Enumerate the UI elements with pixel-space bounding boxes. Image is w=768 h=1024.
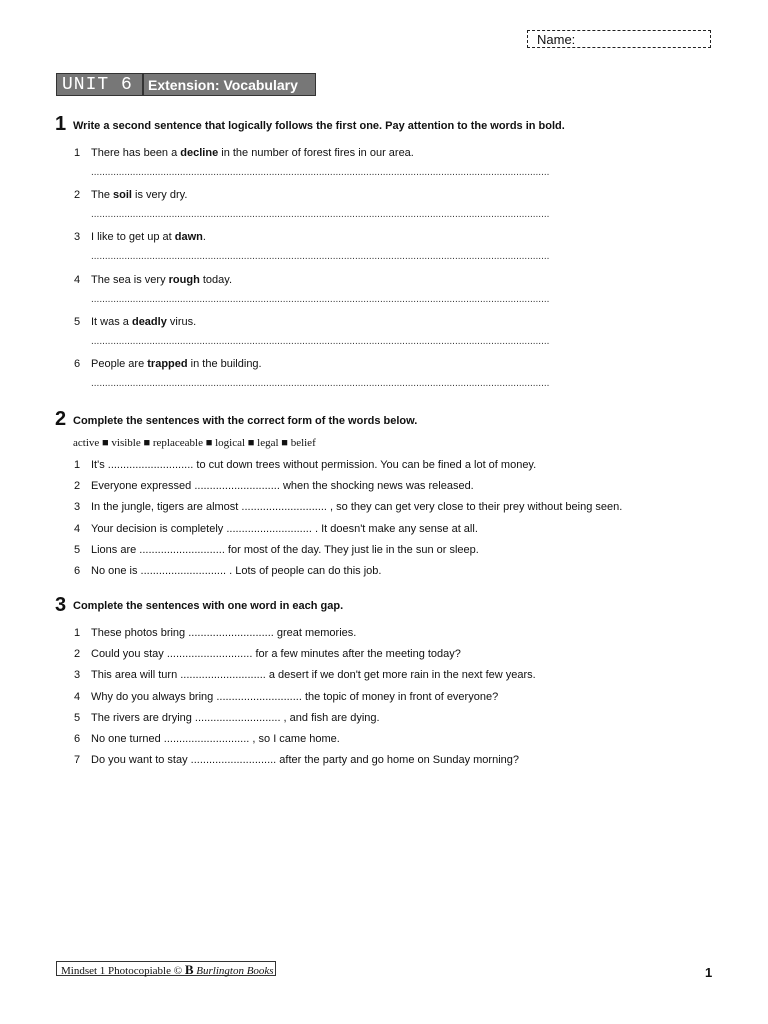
ex2-item[interactable]: [74, 480, 694, 494]
ex3-item[interactable]: [74, 712, 694, 726]
answer-line[interactable]: .....................................................................................................................................................................: [91, 251, 550, 262]
unit-header: [56, 73, 316, 96]
item-sentence: [91, 147, 414, 159]
sentence-start: The: [91, 189, 114, 201]
ex2-item[interactable]: [74, 565, 694, 579]
item-number: 2: [74, 480, 81, 492]
item-number: 4: [74, 523, 81, 535]
ex2-item[interactable]: [74, 501, 694, 515]
unit-badge: [56, 73, 143, 96]
item-sentence: Everyone expressed ............................ when the shocking news was released.: [91, 480, 474, 492]
ex3-item[interactable]: [74, 648, 694, 662]
item-sentence: No one is ............................ . Lots of people can do this job.: [91, 565, 382, 577]
footer-copyright: [56, 961, 276, 976]
ex3-item[interactable]: [74, 669, 694, 683]
answer-line[interactable]: .....................................................................................................................................................................: [91, 294, 550, 305]
item-number: 1: [74, 147, 81, 159]
bold-word: dawn: [174, 231, 203, 243]
ex2-item[interactable]: [74, 459, 694, 473]
item-number: 2: [74, 648, 81, 660]
item-sentence: In the jungle, tigers are almost ............................ , so they can get very close to their prey without being seen.: [91, 501, 623, 513]
ex2-item[interactable]: [74, 544, 694, 558]
ex1-item: [74, 147, 674, 161]
name-label: Name:: [537, 32, 576, 47]
footer-text: Mindset 1 Photocopiable ©: [61, 965, 185, 977]
sentence-end: in the building.: [187, 358, 262, 370]
item-sentence: Could you stay ............................ for a few minutes after the meeting today?: [91, 648, 461, 660]
name-field[interactable]: [527, 30, 711, 48]
sentence-end: in the number of forest fires in our area.: [218, 147, 414, 159]
exercise-2-number: 2: [55, 408, 67, 430]
ex2-item[interactable]: [74, 523, 694, 537]
item-number: 2: [74, 189, 81, 201]
answer-line[interactable]: .....................................................................................................................................................................: [91, 167, 550, 178]
ex1-item: [74, 358, 674, 372]
ex3-item[interactable]: [74, 627, 694, 641]
bold-word: soil: [113, 189, 132, 201]
bold-word: decline: [180, 147, 219, 159]
item-sentence: Lions are ............................ for most of the day. They just lie in the sun or sleep.: [91, 544, 479, 556]
exercise-2-instruction: Complete the sentences with the correct form of the words below.: [73, 415, 418, 427]
item-number: 6: [74, 565, 81, 577]
item-number: 4: [74, 274, 81, 286]
answer-line[interactable]: .....................................................................................................................................................................: [91, 336, 550, 347]
exercise-3-number: 3: [55, 594, 67, 616]
item-number: 6: [74, 733, 81, 745]
ex1-item: [74, 189, 674, 203]
publisher-name: Burlington Books: [196, 965, 274, 977]
ex3-item[interactable]: [74, 754, 694, 768]
sentence-start: People are: [91, 358, 148, 370]
item-sentence: [91, 231, 206, 243]
page-number: 1: [705, 965, 713, 980]
item-sentence: Your decision is completely ............................ . It doesn't make any sense at all.: [91, 523, 478, 535]
exercise-1-instruction: Write a second sentence that logically follows the first one. Pay attention to the words in bold.: [73, 120, 565, 132]
word-box: active ■ visible ■ replaceable ■ logical ■ legal ■ belief: [73, 437, 316, 449]
sentence-end: today.: [199, 274, 233, 286]
item-sentence: These photos bring ............................ great memories.: [91, 627, 357, 639]
item-number: 5: [74, 712, 81, 724]
item-number: 5: [74, 316, 81, 328]
sentence-start: There has been a: [91, 147, 181, 159]
ex1-item: [74, 231, 674, 245]
item-number: 6: [74, 358, 81, 370]
bold-word: deadly: [131, 316, 167, 328]
answer-line[interactable]: .....................................................................................................................................................................: [91, 378, 550, 389]
item-sentence: This area will turn ............................ a desert if we don't get more rain in the next few years.: [91, 669, 536, 681]
exercise-3-instruction: Complete the sentences with one word in each gap.: [73, 600, 344, 612]
ex3-item[interactable]: [74, 733, 694, 747]
answer-line[interactable]: .....................................................................................................................................................................: [91, 209, 550, 220]
unit-label: UNIT 6: [62, 75, 133, 95]
sentence-end: .: [202, 231, 206, 243]
item-number: 5: [74, 544, 81, 556]
bold-word: trapped: [147, 358, 188, 370]
publisher-logo: B: [184, 962, 194, 977]
item-sentence: [91, 274, 232, 286]
ex1-item: [74, 274, 674, 288]
item-sentence: No one turned ............................ , so I came home.: [91, 733, 340, 745]
unit-title-box: [143, 73, 316, 96]
unit-title: Extension: Vocabulary: [148, 77, 298, 93]
ex3-item[interactable]: [74, 691, 694, 705]
item-number: 1: [74, 459, 81, 471]
item-sentence: Do you want to stay ............................ after the party and go home on Sunday morning?: [91, 754, 520, 766]
ex1-item: [74, 316, 674, 330]
item-number: 3: [74, 231, 81, 243]
item-sentence: Why do you always bring ............................ the topic of money in front of everyone?: [91, 691, 499, 703]
sentence-start: The sea is very: [91, 274, 169, 286]
item-number: 4: [74, 691, 81, 703]
sentence-start: It was a: [91, 316, 132, 328]
sentence-end: is very dry.: [131, 189, 188, 201]
item-sentence: The rivers are drying ............................ , and fish are dying.: [91, 712, 380, 724]
item-number: 1: [74, 627, 81, 639]
bold-word: rough: [168, 274, 200, 286]
item-sentence: [91, 189, 187, 201]
sentence-start: I like to get up at: [91, 231, 175, 243]
item-number: 3: [74, 669, 81, 681]
item-sentence: It's ............................ to cut down trees without permission. You can be fined a lot of money.: [91, 459, 537, 471]
item-number: 7: [74, 754, 81, 766]
exercise-1-number: 1: [55, 113, 67, 135]
item-number: 3: [74, 501, 81, 513]
item-sentence: [91, 316, 196, 328]
sentence-end: virus.: [166, 316, 197, 328]
item-sentence: [91, 358, 262, 370]
